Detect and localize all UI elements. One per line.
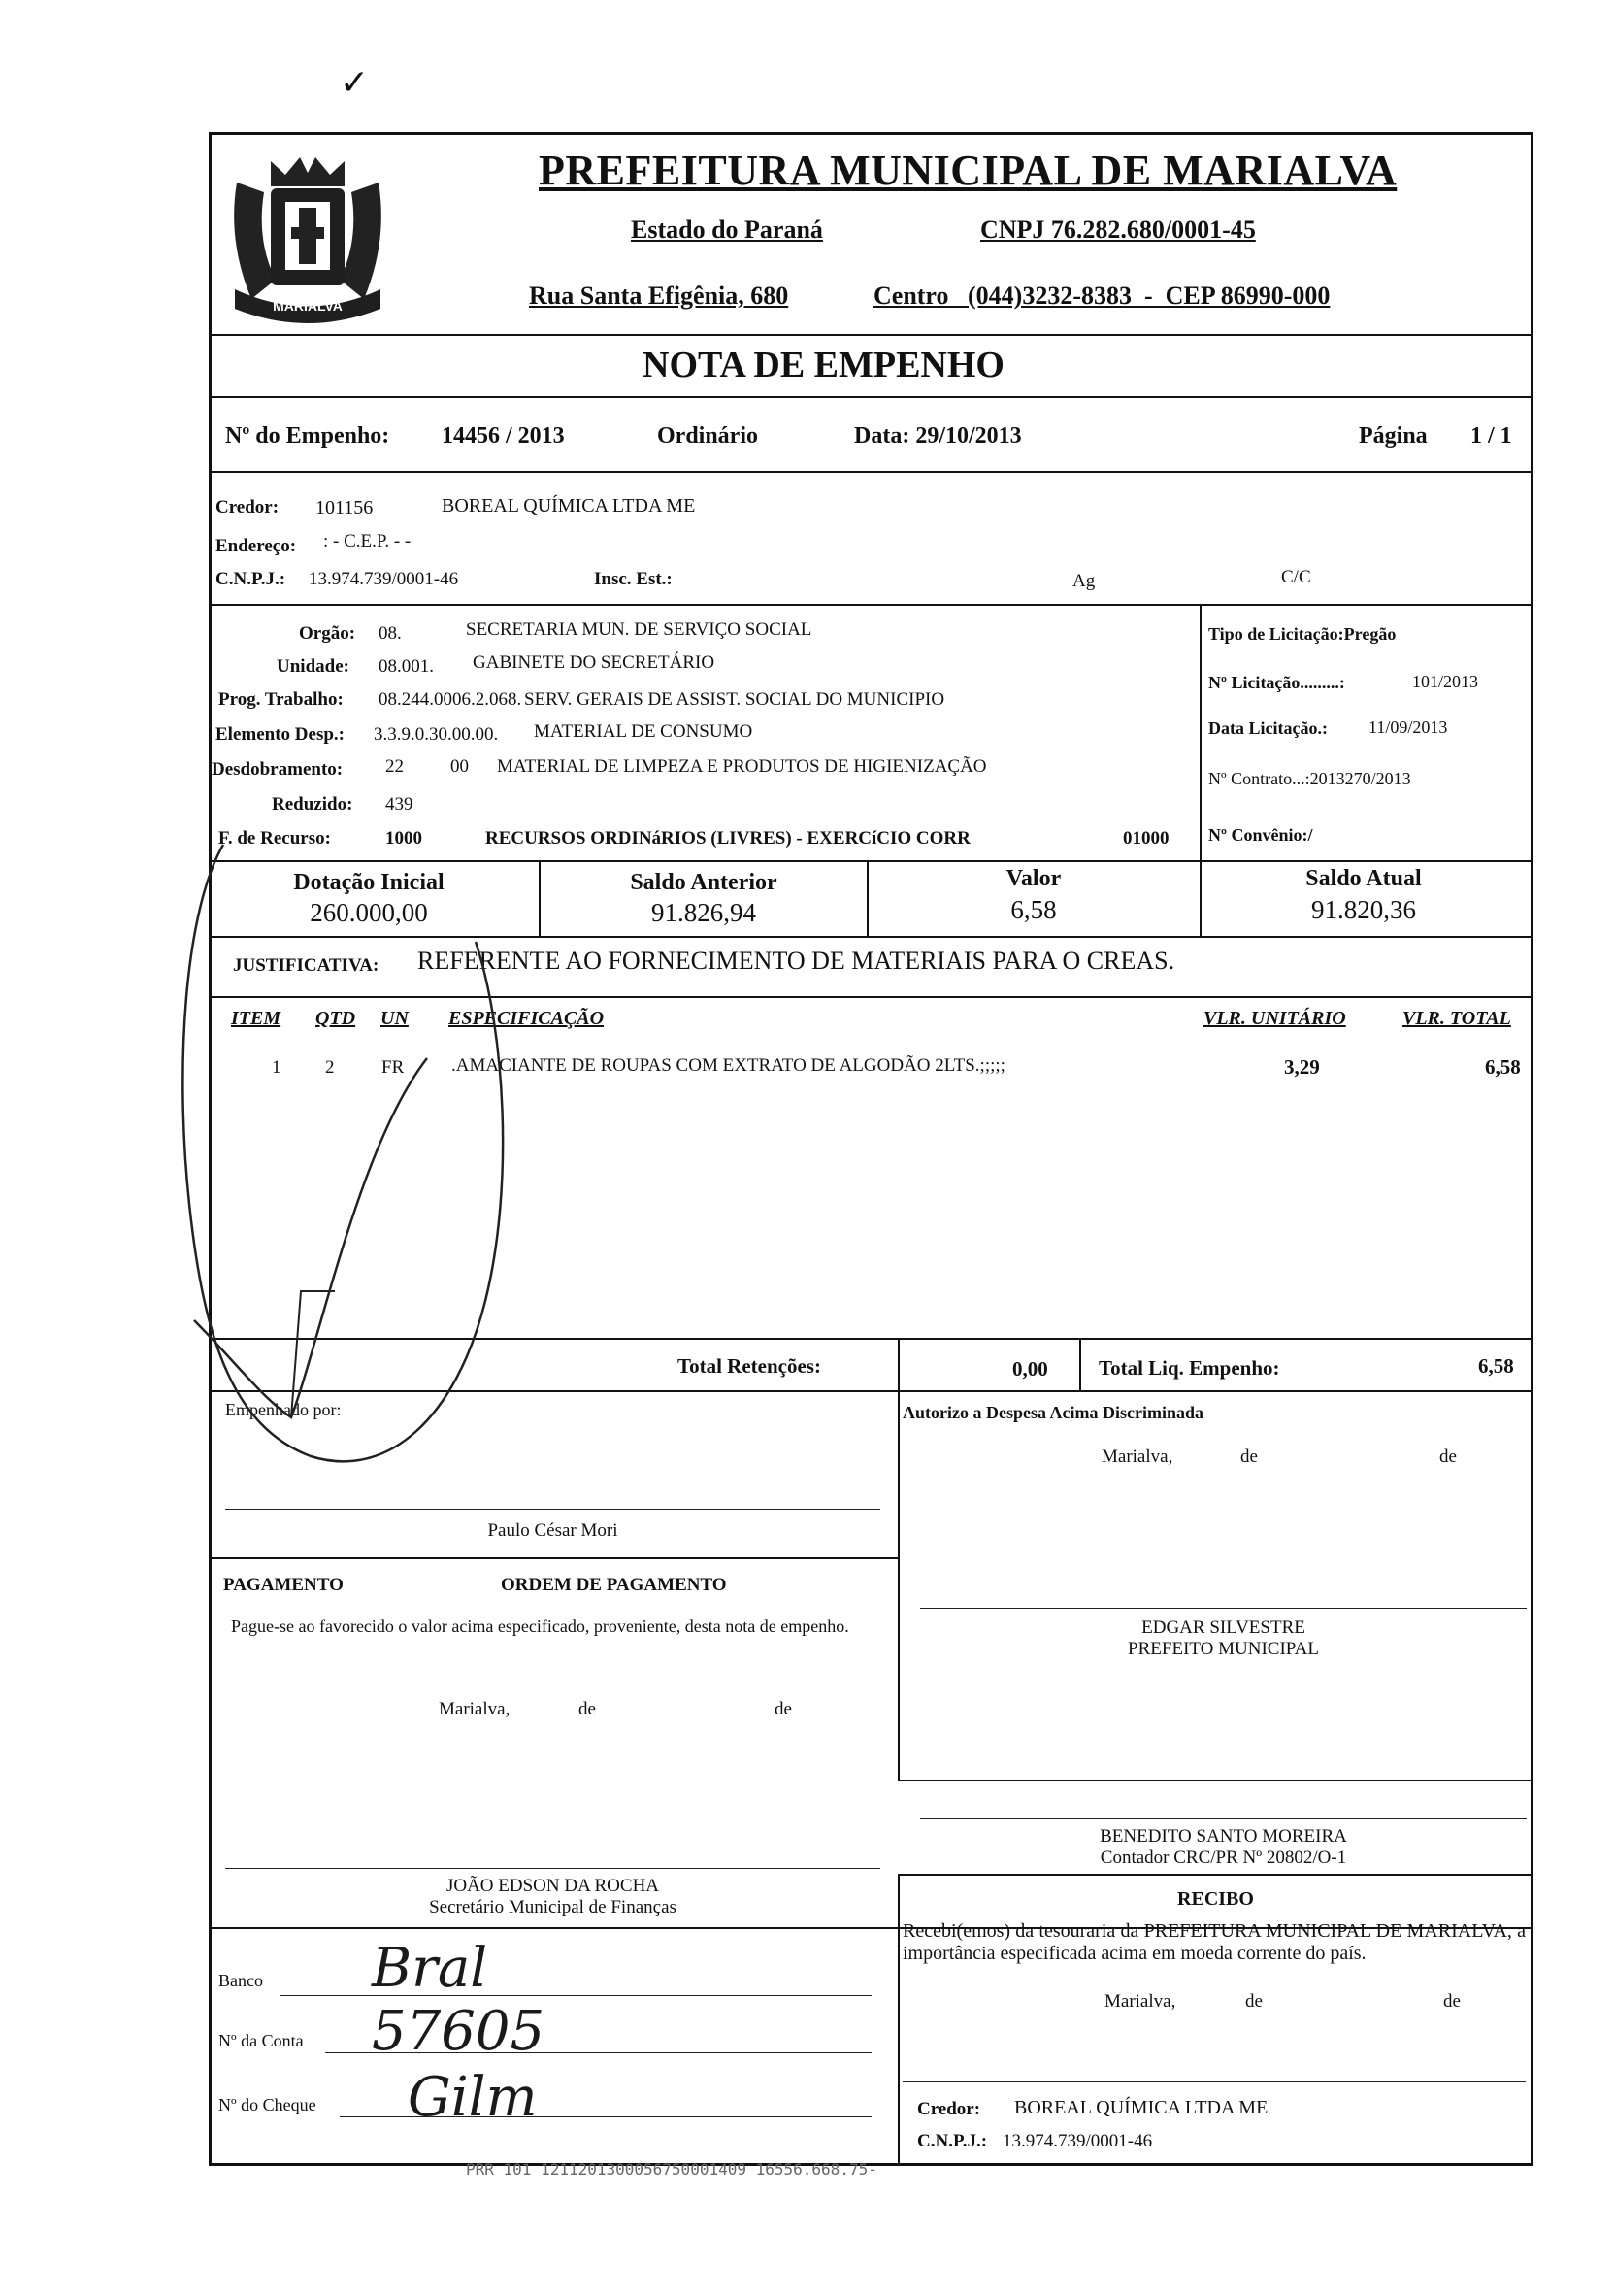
endereco-value: : - C.E.P. - - — [323, 531, 412, 551]
unidade-label: Unidade: — [277, 656, 349, 677]
elemento-name: MATERIAL DE CONSUMO — [534, 721, 753, 742]
recibo-cnpj-label: C.N.P.J.: — [917, 2131, 988, 2151]
contador-nome: BENEDITO SANTO MOREIRA — [1100, 1826, 1347, 1847]
pague-local: Marialva, — [439, 1699, 511, 1719]
conta-signature: 57605 — [372, 2000, 545, 2063]
cnpj-value: 13.974.739/0001-46 — [309, 569, 459, 589]
recibo-label: RECIBO — [1177, 1888, 1254, 1910]
handwritten-check-icon — [165, 835, 573, 1476]
banco-label: Banco — [218, 1971, 263, 1990]
item-valor-unitario: 3,29 — [1284, 1055, 1320, 1079]
saldo-anterior-value: 91.826,94 — [651, 898, 756, 927]
unidade-code: 08.001. — [379, 656, 434, 677]
licitacao-date: 11/09/2013 — [1368, 717, 1448, 737]
item-especificacao: .AMACIANTE DE ROUPAS COM EXTRATO DE ALGODÃO 2LTS.;;;;; — [451, 1055, 1005, 1076]
retencoes-label: Total Retenções: — [677, 1354, 821, 1378]
recibo-local: Marialva, — [1104, 1991, 1176, 2012]
total-liquido-value: 6,58 — [1478, 1354, 1514, 1378]
conta-label: Nº da Conta — [218, 2031, 304, 2050]
autorizo-local: Marialva, — [1102, 1447, 1173, 1467]
orgao-code: 08. — [379, 623, 402, 644]
licitacao-number: 101/2013 — [1412, 672, 1479, 691]
retencoes-value: 0,00 — [1012, 1357, 1048, 1381]
page-label: Página — [1359, 423, 1428, 449]
valor-value: 6,58 — [1010, 895, 1057, 924]
saldo-anterior-label: Saldo Anterior — [630, 870, 777, 895]
agencia-label: Ag — [1072, 571, 1096, 591]
page-title: PREFEITURA MUNICIPAL DE MARIALVA — [539, 147, 1398, 194]
recibo-text: Recebi(emos) da tesouraria da PREFEITURA MUNICIPAL DE MARIALVA, a importância especificada acima em moeda corrente do país. — [903, 1920, 1526, 1964]
recurso-extra: 01000 — [1123, 828, 1170, 849]
item-number: 1 — [272, 1057, 281, 1078]
elemento-code: 3.3.9.0.30.00.00. — [374, 724, 499, 745]
licitacao-date-label: Data Licitação.: — [1208, 718, 1328, 738]
programa-name: SERV. GERAIS DE ASSIST. SOCIAL DO MUNICIPIO — [524, 689, 945, 710]
desdobramento-sub: 00 — [450, 756, 469, 777]
un-header: UN — [380, 1008, 409, 1029]
dotacao-value: 260.000,00 — [310, 898, 428, 927]
cnpj-label: C.N.P.J.: — [215, 569, 286, 589]
secretario-nome: JOÃO EDSON DA ROCHA — [445, 1876, 660, 1896]
valor-total-header: VLR. TOTAL — [1402, 1008, 1511, 1029]
recibo-credor-label: Credor: — [917, 2099, 981, 2119]
elemento-label: Elemento Desp.: — [215, 724, 345, 745]
tipo-licitacao: Tipo de Licitação:Pregão — [1208, 624, 1397, 644]
cnpj-header: CNPJ 76.282.680/0001-45 — [980, 216, 1256, 244]
desdobramento-code: 22 — [385, 756, 404, 777]
justificativa-text: REFERENTE AO FORNECIMENTO DE MATERIAIS PARA O CREAS. — [417, 947, 1175, 975]
recibo-de-1: de — [1245, 1991, 1263, 2012]
credor-code: 101156 — [315, 497, 374, 518]
credor-label: Credor: — [215, 497, 280, 517]
banco-signature: Bral — [372, 1937, 488, 2000]
secretario-cargo: Secretário Municipal de Finanças — [429, 1897, 676, 1917]
autorizo-text: Autorizo a Despesa Acima Discriminada — [903, 1403, 1203, 1422]
item-un: FR — [381, 1057, 405, 1078]
ordem-pagamento-label: ORDEM DE PAGAMENTO — [501, 1575, 727, 1595]
qtd-header: QTD — [315, 1008, 356, 1029]
crest-text: MARIALVA — [273, 298, 343, 314]
recibo-credor-name: BOREAL QUÍMICA LTDA ME — [1014, 2097, 1269, 2118]
empenho-number-label: Nº do Empenho: — [225, 423, 390, 449]
item-qtd: 2 — [325, 1057, 335, 1078]
autorizo-de-2: de — [1439, 1447, 1457, 1467]
pague-de-2: de — [775, 1699, 792, 1719]
programa-label: Prog. Trabalho: — [218, 689, 344, 710]
item-header: ITEM — [231, 1008, 281, 1029]
autorizo-de-1: de — [1240, 1447, 1258, 1467]
desdobramento-label: Desdobramento: — [212, 759, 344, 780]
address: Rua Santa Efigênia, 680 — [529, 282, 789, 310]
empenhado-nome: Paulo César Mori — [487, 1520, 618, 1541]
cheque-signature: Gilm — [408, 2066, 538, 2129]
unidade-name: GABINETE DO SECRETÁRIO — [473, 652, 715, 673]
dotacao-label: Dotação Inicial — [293, 870, 445, 895]
programa-code: 08.244.0006.2.068. — [379, 689, 522, 710]
cheque-label: Nº do Cheque — [218, 2095, 316, 2114]
credor-name: BOREAL QUÍMICA LTDA ME — [442, 495, 696, 516]
desdobramento-name: MATERIAL DE LIMPEZA E PRODUTOS DE HIGIENIZAÇÃO — [497, 756, 987, 777]
prefeito-nome: EDGAR SILVESTRE — [1141, 1617, 1305, 1638]
recurso-code: 1000 — [385, 828, 422, 849]
orgao-label: Orgão: — [299, 623, 356, 644]
endereco-label: Endereço: — [215, 536, 297, 556]
insc-est-label: Insc. Est.: — [594, 569, 673, 589]
pagamento-label: PAGAMENTO — [223, 1575, 344, 1595]
address-contact: Centro (044)3232-8383 - CEP 86990-000 — [873, 282, 1331, 310]
reduzido-label: Reduzido: — [272, 794, 353, 815]
conta-corrente-label: C/C — [1281, 567, 1311, 587]
justificativa-label: JUSTIFICATIVA: — [233, 955, 379, 976]
valor-label: Valor — [1005, 866, 1062, 891]
valor-unitario-header: VLR. UNITÁRIO — [1203, 1008, 1346, 1029]
item-valor-total: 6,58 — [1485, 1055, 1521, 1079]
recibo-de-2: de — [1443, 1991, 1461, 2012]
pague-de-1: de — [578, 1699, 596, 1719]
convenio-number: Nº Convênio:/ — [1208, 825, 1313, 845]
municipal-crest-icon — [217, 144, 398, 338]
state-name: Estado do Paraná — [631, 216, 823, 244]
pague-text: Pague-se ao favorecido o valor acima especificado, proveniente, desta nota de empenho. — [231, 1616, 849, 1636]
empenho-number: 14456 / 2013 — [442, 423, 565, 449]
stray-mark: ✓ — [340, 63, 370, 102]
empenho-date: Data: 29/10/2013 — [854, 423, 1022, 449]
saldo-atual-value: 91.820,36 — [1311, 895, 1416, 924]
page-number: 1 / 1 — [1470, 423, 1512, 449]
contador-cargo: Contador CRC/PR Nº 20802/O-1 — [1100, 1847, 1347, 1868]
recurso-name: RECURSOS ORDINáRIOS (LIVRES) - EXERCíCIO CORR — [485, 828, 971, 849]
orgao-name: SECRETARIA MUN. DE SERVIÇO SOCIAL — [466, 619, 812, 640]
licitacao-number-label: Nº Licitação.........: — [1208, 673, 1345, 692]
contrato-number: Nº Contrato...:2013270/2013 — [1208, 769, 1411, 788]
footer-stamp: PRR 101 1211201300056750001409 16556.668.75- — [466, 2160, 877, 2179]
especificacao-header: ESPECIFICAÇÃO — [448, 1008, 605, 1029]
empenhado-label: Empenhado por: — [225, 1400, 342, 1419]
total-liquido-label: Total Liq. Empenho: — [1099, 1356, 1280, 1380]
reduzido-value: 439 — [385, 794, 413, 815]
recibo-cnpj-value: 13.974.739/0001-46 — [1003, 2131, 1153, 2151]
prefeito-cargo: PREFEITO MUNICIPAL — [1128, 1639, 1319, 1659]
empenho-type: Ordinário — [657, 423, 759, 449]
document-title: NOTA DE EMPENHO — [643, 345, 1005, 385]
recurso-label: F. de Recurso: — [218, 828, 331, 849]
saldo-atual-label: Saldo Atual — [1305, 866, 1422, 891]
